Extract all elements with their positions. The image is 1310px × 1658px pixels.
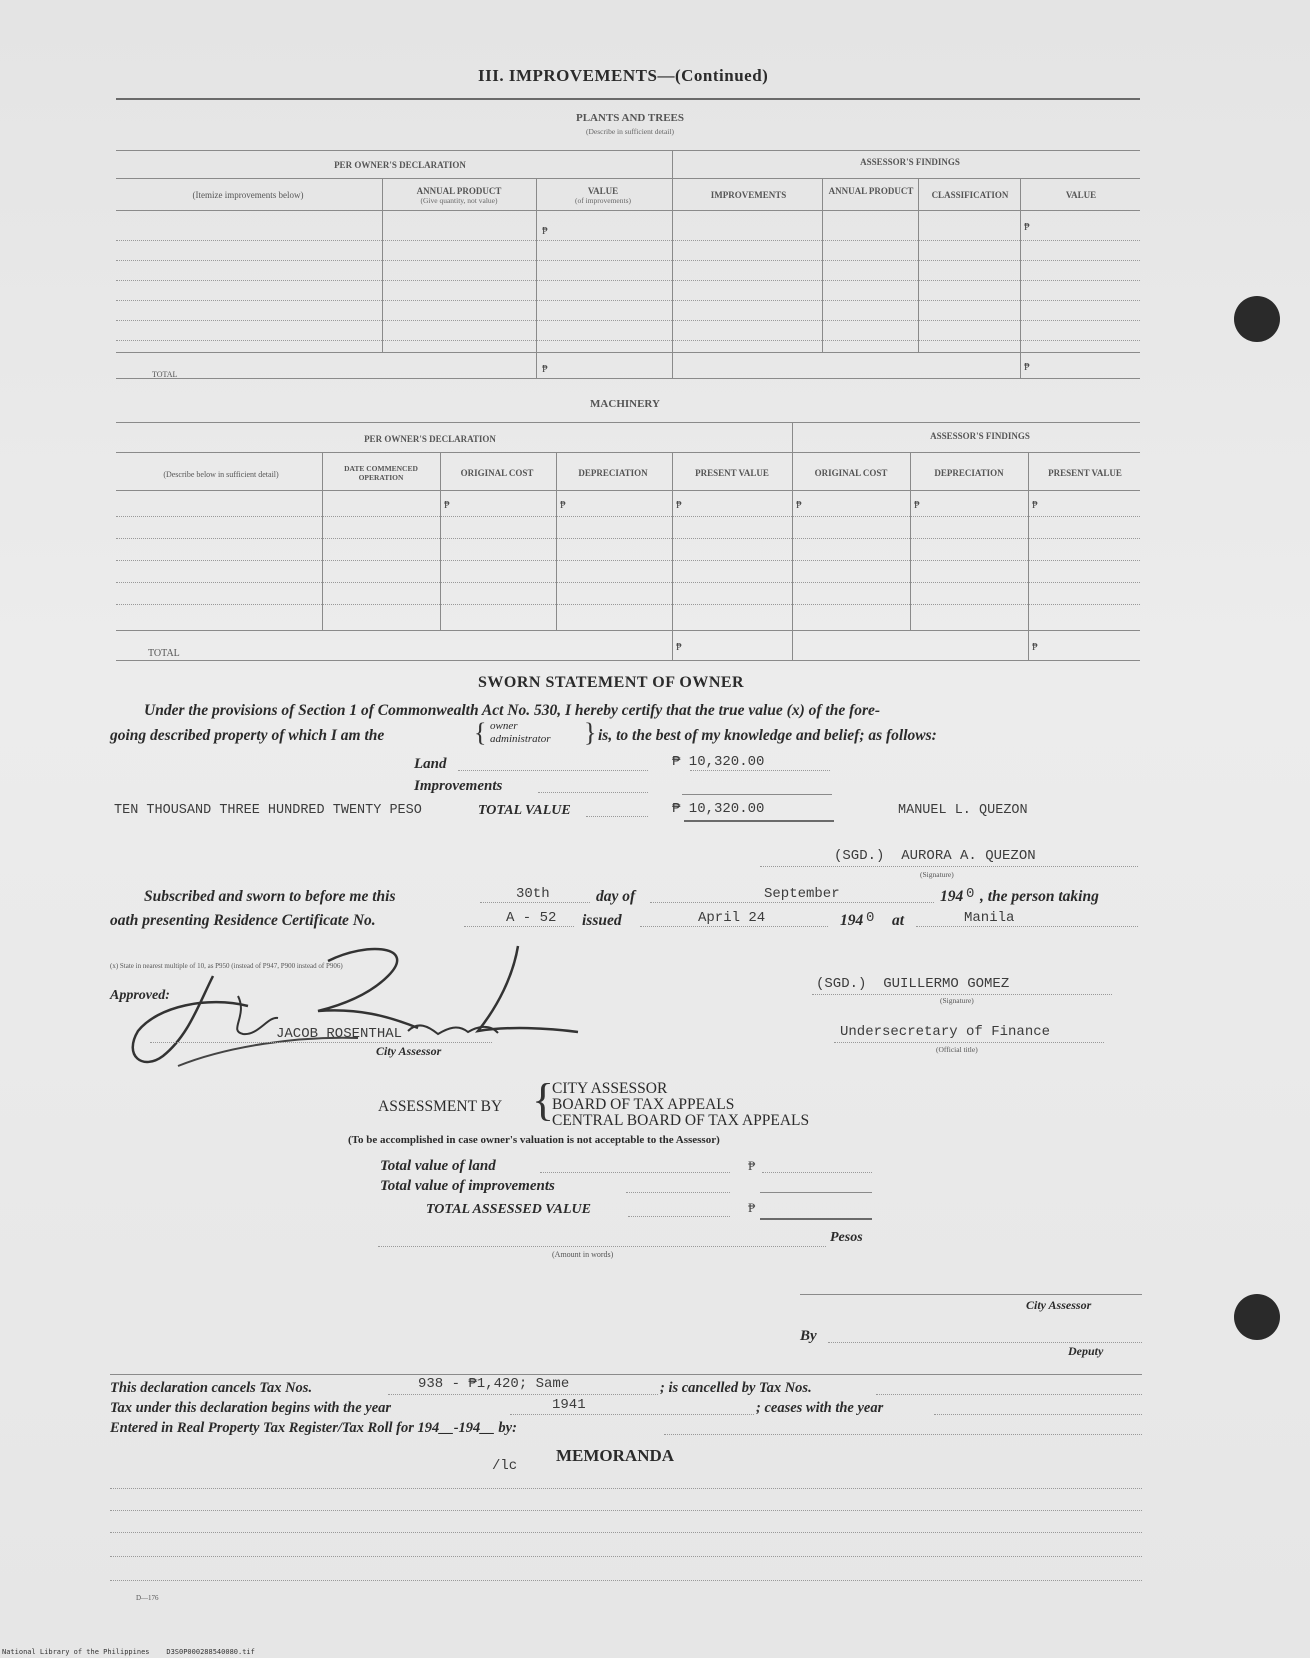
assessment-option-board: BOARD OF TAX APPEALS: [552, 1096, 735, 1113]
plants-value-peso: ₱: [542, 226, 548, 237]
sworn-line1: Under the provisions of Section 1 of Commonwealth Act No. 530, I hereby certify that the true value (x) of the fore-: [144, 702, 881, 719]
issued-date: April 24: [698, 910, 766, 926]
brace-left: {: [474, 718, 487, 747]
machinery-col-date: DATE COMMENCED OPERATION: [344, 464, 418, 482]
plants-col-improvements: IMPROVEMENTS: [710, 190, 787, 200]
day-value: 30th: [516, 886, 550, 902]
assessment-option-central: CENTRAL BOARD OF TAX APPEALS: [552, 1112, 810, 1129]
improvements-label: Improvements: [414, 778, 503, 794]
machinery-total-label: TOTAL: [148, 648, 180, 659]
machinery-assessor-depreciation-peso: ₱: [914, 500, 920, 511]
assessor-name: JACOB ROSENTHAL: [276, 1026, 403, 1042]
form-number: D—176: [136, 1594, 159, 1602]
memoranda-title: MEMORANDA: [556, 1446, 675, 1465]
machinery-total-assessor-peso: ₱: [1032, 642, 1038, 653]
at-label: at: [892, 912, 905, 929]
owner-name: MANUEL L. QUEZON: [898, 803, 1028, 818]
machinery-col-depreciation-assessor: DEPRECIATION: [934, 468, 1004, 478]
machinery-col-describe: (Describe below in sufficient detail): [163, 470, 279, 479]
assessed-land-peso: ₱: [748, 1158, 756, 1173]
entered-label: Entered in Real Property Tax Register/Tax Roll for 194__-194__ by:: [110, 1420, 517, 1436]
land-value: ₱ 10,320.00: [672, 754, 765, 770]
assessor-handwritten-signature: [118, 936, 588, 1086]
year-prefix: 194: [940, 888, 964, 905]
officer-title: Undersecretary of Finance: [840, 1024, 1051, 1040]
oath-text: oath presenting Residence Certificate No.: [110, 912, 376, 929]
plants-col-annual-sub: (Give quantity, not value): [420, 196, 498, 205]
year-digit: 0: [966, 886, 975, 902]
plants-col-classification: CLASSIFICATION: [931, 190, 1009, 200]
machinery-owner-header: PER OWNER'S DECLARATION: [364, 434, 496, 444]
issued-year-digit: 0: [866, 910, 875, 926]
assessment-by-label: ASSESSMENT BY: [378, 1098, 503, 1115]
place-value: Manila: [964, 910, 1015, 926]
by-label: By: [800, 1328, 817, 1344]
plants-owner-header: PER OWNER'S DECLARATION: [334, 160, 466, 170]
plants-title: PLANTS AND TREES: [576, 112, 684, 124]
rounding-note: (x) State in nearest multiple of 10, as P950 (instead of P947, P900 instead of P906): [110, 962, 343, 970]
machinery-depreciation-peso: ₱: [560, 500, 566, 511]
machinery-assessor-present-peso: ₱: [1032, 500, 1038, 511]
machinery-present-peso: ₱: [676, 500, 682, 511]
machinery-assessor-original-peso: ₱: [796, 500, 802, 511]
brace-right: }: [584, 718, 597, 747]
sworn-title: SWORN STATEMENT OF OWNER: [478, 674, 745, 691]
assessment-option-city: CITY ASSESSOR: [552, 1080, 668, 1097]
owner-signature-caption: (Signature): [920, 870, 954, 879]
issued-year-prefix: 194: [840, 912, 864, 929]
total-value: ₱ 10,320.00: [672, 801, 765, 817]
cancels-value: 938 - ₱1,420; Same: [418, 1376, 570, 1392]
machinery-assessor-header: ASSESSOR'S FINDINGS: [930, 431, 1030, 441]
ceases-label: ; ceases with the year: [756, 1400, 884, 1416]
deputy-caption: Deputy: [1068, 1344, 1104, 1358]
plants-col-items: (Itemize improvements below): [192, 190, 304, 200]
initials: /lc: [492, 1458, 518, 1474]
land-label: Land: [414, 756, 447, 772]
city-assessor-caption: City Assessor: [1026, 1298, 1092, 1312]
plants-col-value-assessor: VALUE: [1065, 190, 1097, 200]
plants-total-peso: ₱: [542, 364, 548, 375]
machinery-title: MACHINERY: [590, 398, 660, 410]
certificate-number: A - 52: [506, 910, 557, 926]
machinery-col-original: ORIGINAL COST: [460, 468, 534, 478]
machinery-col-original-assessor: ORIGINAL COST: [814, 468, 888, 478]
plants-col-value-sub: (of improvements): [574, 196, 632, 205]
assessor-title: City Assessor: [376, 1044, 442, 1058]
subscribed-text-b: day of: [596, 888, 636, 905]
administrator-option: administrator: [490, 733, 551, 745]
total-land-label: Total value of land: [380, 1158, 496, 1174]
total-value-label: TOTAL VALUE: [478, 803, 571, 818]
issued-label: issued: [582, 912, 622, 929]
subscribed-text-a: Subscribed and sworn to before me this: [144, 888, 396, 905]
owner-signed: (SGD.) AURORA A. QUEZON: [834, 848, 1036, 864]
punch-hole-top: [1234, 296, 1280, 342]
amount-in-words: TEN THOUSAND THREE HUNDRED TWENTY PESO: [114, 803, 422, 818]
subscribed-text-c: , the person taking: [980, 888, 1099, 905]
plants-col-annual: ANNUAL PRODUCT: [416, 186, 502, 196]
section-title: III. IMPROVEMENTS—(Continued): [478, 66, 769, 85]
sworn-line2a: going described property of which I am the: [110, 727, 385, 744]
library-caption: National Library of the Philippines D3S0P000288540080.tif: [2, 1648, 255, 1656]
assessment-brace: {: [532, 1074, 555, 1125]
machinery-total-peso: ₱: [676, 642, 682, 653]
machinery-col-present-assessor: PRESENT VALUE: [1048, 468, 1122, 478]
plants-col-annual-assessor: ANNUAL PRODUCT: [828, 186, 914, 196]
officer-signature-caption: (Signature): [940, 996, 974, 1005]
plants-col-value: VALUE: [587, 186, 619, 196]
machinery-original-peso: ₱: [444, 500, 450, 511]
assessed-total-peso: ₱: [748, 1200, 756, 1215]
sworn-line2b: is, to the best of my knowledge and belief; as follows:: [598, 727, 937, 744]
punch-hole-bottom: [1234, 1294, 1280, 1340]
plants-total-assessor-peso: ₱: [1024, 362, 1030, 373]
officer-signed: (SGD.) GUILLERMO GOMEZ: [816, 976, 1010, 992]
machinery-col-present: PRESENT VALUE: [695, 468, 769, 478]
month-value: September: [764, 886, 840, 902]
amount-words-caption: (Amount in words): [552, 1250, 614, 1259]
approved-label: Approved:: [110, 988, 170, 1003]
plants-total-label: TOTAL: [152, 370, 178, 379]
machinery-col-depreciation: DEPRECIATION: [578, 468, 648, 478]
assessment-note: (To be accomplished in case owner's valuation is not acceptable to the Assessor): [348, 1134, 720, 1146]
total-assessed-label: TOTAL ASSESSED VALUE: [426, 1202, 591, 1217]
total-improvements-label: Total value of improvements: [380, 1178, 555, 1194]
plants-assessor-header: ASSESSOR'S FINDINGS: [860, 157, 960, 167]
owner-option: owner: [490, 720, 518, 732]
plants-assessor-value-peso: ₱: [1024, 222, 1030, 233]
begins-value: 1941: [552, 1397, 586, 1413]
cancelled-by-label: ; is cancelled by Tax Nos.: [660, 1380, 812, 1396]
begins-label: Tax under this declaration begins with the year: [110, 1400, 392, 1416]
plants-subtitle: (Describe in sufficient detail): [586, 127, 674, 136]
cancels-label: This declaration cancels Tax Nos.: [110, 1380, 313, 1396]
officer-title-caption: (Official title): [936, 1045, 978, 1054]
pesos-label: Pesos: [830, 1230, 863, 1245]
